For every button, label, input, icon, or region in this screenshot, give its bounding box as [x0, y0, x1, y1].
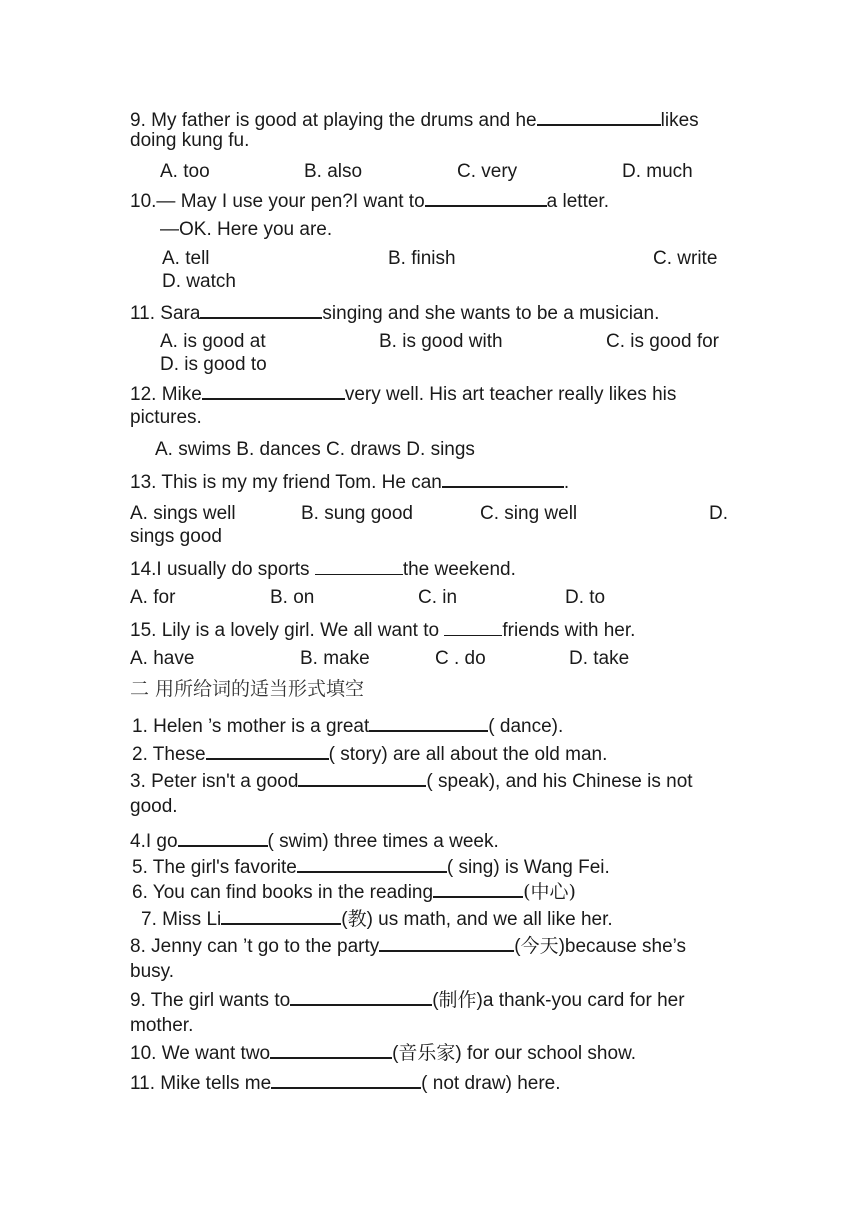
options-12[interactable]: A. swims B. dances C. draws D. sings — [155, 439, 475, 460]
options-14 — [130, 586, 730, 609]
option-a[interactable]: A. have — [130, 648, 195, 669]
item-text: 11. Mike tells me — [130, 1073, 272, 1094]
item-hint: ( story) are all about the old man. — [328, 744, 608, 765]
dialogue-reply: —OK. Here you are. — [160, 219, 333, 240]
fill-item-1 — [132, 712, 563, 738]
answer-blank[interactable] — [178, 827, 268, 847]
options-9 — [130, 160, 730, 183]
answer-blank[interactable] — [202, 380, 345, 400]
item-text: 1. Helen ’s mother is a great — [132, 716, 370, 737]
fill-item-11 — [130, 1069, 561, 1095]
question-10 — [130, 187, 609, 213]
options-11 — [130, 330, 730, 353]
item-hint: (教) us math, and we all like her. — [341, 909, 613, 930]
item-hint: (音乐家) for our school show. — [392, 1043, 637, 1064]
item-text: busy. — [130, 961, 175, 982]
question-text: the weekend. — [402, 559, 516, 580]
option-b[interactable]: B. is good with — [379, 331, 503, 352]
question-12 — [130, 380, 676, 406]
question-13 — [130, 468, 569, 494]
fill-item-8 — [130, 932, 686, 958]
item-hint: ( sing) is Wang Fei. — [446, 857, 610, 878]
question-text: friends with her. — [502, 620, 636, 641]
answer-blank[interactable] — [200, 299, 322, 319]
question-text: 11. Sara — [130, 303, 201, 324]
item-hint: ( not draw) here. — [421, 1073, 561, 1094]
question-text: pictures. — [130, 407, 202, 428]
option-b[interactable]: B. finish — [388, 248, 456, 269]
option-a[interactable]: A. sings well — [130, 503, 236, 524]
item-text: 5. The girl's favorite — [132, 857, 297, 878]
option-d[interactable]: D. much — [622, 161, 693, 182]
answer-blank[interactable] — [206, 740, 329, 760]
option-b[interactable]: B. also — [304, 161, 363, 182]
item-text: 2. These — [132, 744, 206, 765]
fill-item-4 — [130, 827, 499, 853]
fill-item-9 — [130, 986, 685, 1012]
question-text: . — [563, 472, 570, 493]
options-15 — [130, 647, 730, 670]
option-b[interactable]: B. sung good — [301, 503, 413, 524]
item-hint: (中心) — [523, 881, 576, 903]
item-hint: ( swim) three times a week. — [267, 831, 499, 852]
question-11 — [130, 299, 659, 325]
answer-blank[interactable] — [271, 1069, 421, 1089]
fill-item-2 — [132, 740, 607, 766]
option-d[interactable]: D. watch — [162, 271, 236, 292]
option-a[interactable]: A. tell — [162, 248, 210, 269]
item-hint: (今天)because she’s — [514, 936, 687, 957]
question-text: 12. Mike — [130, 384, 202, 405]
question-14 — [130, 556, 516, 581]
option-d[interactable]: D. is good to — [160, 354, 267, 375]
item-hint: ( speak), and his Chinese is not — [426, 771, 693, 792]
option-d[interactable]: D. — [709, 503, 728, 524]
answer-blank[interactable] — [444, 617, 502, 636]
fill-item-6 — [132, 878, 576, 904]
option-c[interactable]: C. is good for — [606, 331, 719, 352]
option-a[interactable]: A. is good at — [160, 331, 266, 352]
fill-item-5 — [132, 853, 610, 879]
option-c[interactable]: C. very — [457, 161, 518, 182]
option-d-text: sings good — [130, 526, 222, 547]
item-hint: ( dance). — [488, 716, 564, 737]
question-text: 13. This is my my friend Tom. He can — [130, 472, 442, 493]
option-d[interactable]: D. to — [565, 587, 606, 608]
option-b[interactable]: B. make — [300, 648, 370, 669]
answer-blank[interactable] — [442, 468, 564, 488]
answer-blank[interactable] — [537, 106, 661, 126]
fill-item-3 — [130, 767, 693, 793]
question-text: doing kung fu. — [130, 130, 250, 151]
item-text: mother. — [130, 1015, 194, 1036]
option-d[interactable]: D. take — [569, 648, 630, 669]
item-text: 4.I go — [130, 831, 178, 852]
question-text: 10.— May I use your pen?I want to — [130, 191, 425, 212]
section-2-title: 二 用所给词的适当形式填空 — [130, 678, 365, 700]
item-text: 8. Jenny can ’t go to the party — [130, 936, 380, 957]
question-text: 14.I usually do sports — [130, 559, 315, 580]
fill-item-10 — [130, 1039, 636, 1065]
option-c[interactable]: C. write — [653, 248, 718, 269]
answer-blank[interactable] — [297, 853, 447, 873]
options-13 — [130, 502, 730, 525]
options-10 — [130, 247, 730, 270]
answer-blank[interactable] — [221, 905, 341, 925]
question-text: a letter. — [546, 191, 609, 212]
fill-item-7 — [141, 905, 613, 931]
answer-blank[interactable] — [298, 767, 426, 787]
question-15 — [130, 617, 635, 642]
question-text: 15. Lily is a lovely girl. We all want to — [130, 620, 445, 641]
question-text: singing and she wants to be a musician. — [322, 303, 660, 324]
item-text: 10. We want two — [130, 1043, 271, 1064]
answer-blank[interactable] — [315, 556, 403, 575]
answer-blank[interactable] — [425, 187, 547, 207]
answer-blank[interactable] — [433, 878, 523, 898]
option-a[interactable]: A. too — [160, 161, 210, 182]
answer-blank[interactable] — [270, 1039, 392, 1059]
answer-blank[interactable] — [369, 712, 488, 732]
answer-blank[interactable] — [290, 986, 432, 1006]
option-b[interactable]: B. on — [270, 587, 315, 608]
item-text: 7. Miss Li — [141, 909, 222, 930]
question-text: likes — [660, 110, 699, 131]
option-c[interactable]: C. sing well — [480, 503, 578, 524]
item-hint: (制作)a thank-you card for her — [432, 990, 685, 1011]
answer-blank[interactable] — [379, 932, 514, 952]
item-text: good. — [130, 796, 178, 817]
option-a[interactable]: A. for — [130, 587, 176, 608]
item-text: 3. Peter isn't a good — [130, 771, 299, 792]
item-text: 9. The girl wants to — [130, 990, 291, 1011]
question-text: very well. His art teacher really likes his — [344, 384, 677, 405]
option-c[interactable]: C . do — [435, 648, 486, 669]
option-c[interactable]: C. in — [418, 587, 458, 608]
item-text: 6. You can find books in the reading — [132, 882, 434, 903]
question-text: 9. My father is good at playing the drums and he — [130, 110, 537, 131]
